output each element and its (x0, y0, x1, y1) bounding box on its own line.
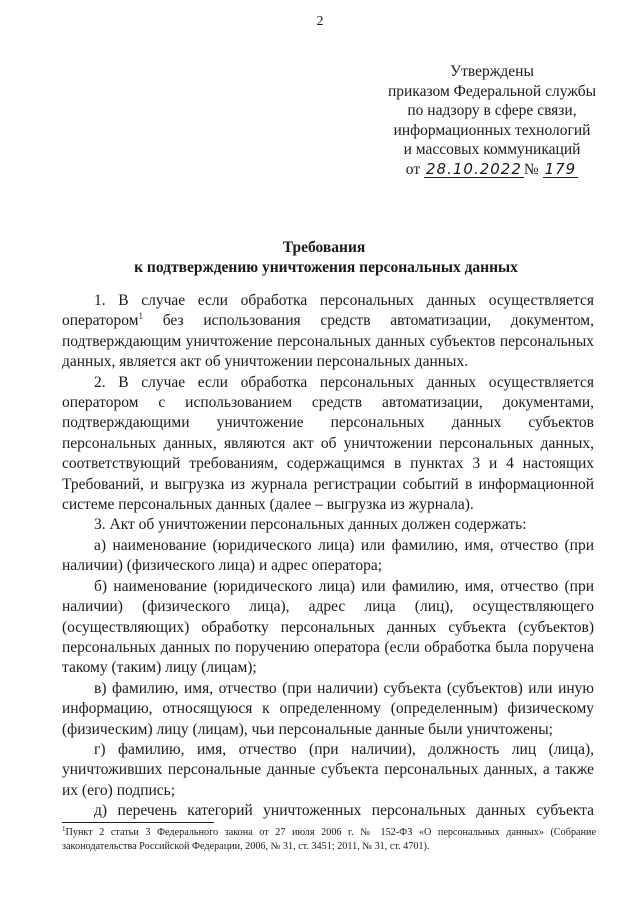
footnote (62, 826, 596, 854)
handwritten-order-number: 179 (544, 159, 577, 178)
approval-line: информационных технологий (393, 121, 591, 139)
approval-line: по надзору в сфере связи, (407, 102, 577, 119)
paragraph-1-text-b: без использования средств автоматизации, документом, подтверждающим уничтожение персональных данных субъектов персональных данных, является акт об уничтожении персональных данных. (62, 312, 594, 371)
paragraph-1 (62, 291, 594, 373)
approval-line: Утверждены (450, 63, 534, 80)
approval-line: приказом Федеральной службы (387, 82, 597, 100)
item-d: д) перечень категорий уничтоженных персональных данных субъекта (94, 802, 594, 820)
title-line-1: Требования (282, 239, 366, 256)
item-a: а) наименование (юридического лица) или фамилию, имя, отчество (при наличии) (физического лица) и адрес оператора; (62, 536, 594, 575)
date-prefix: от (405, 160, 421, 178)
handwritten-date: 28.10.2022 (426, 159, 522, 178)
paragraph-1-text-a: 1. В случае если обработка персональных данных осуществляется оператором (62, 292, 594, 330)
approval-block (372, 62, 612, 179)
item-v: в) фамилию, имя, отчество (при наличии) субъекта (субъектов) или иную информацию, относящуюся к определенному (определенным) физическому (физическим) лицу (лицам), чьи персональные данные были уничтожены; (62, 679, 594, 738)
approval-line: и массовых коммуникаций (403, 141, 581, 158)
item-b: б) наименование (юридического лица) или фамилию, имя, отчество (при наличии) (физического лица), адрес лица (лиц), осуществляющего (осуществляющих) обработку персональных данных субъекта (субъектов) персональных данных по поручению оператора (если обработка была поручена такому (таким) лицу (лицам); (62, 577, 594, 677)
page-number: 2 (316, 14, 324, 29)
document-body (62, 291, 594, 822)
paragraph-3: 3. Акт об уничтожении персональных данных должен содержать: (94, 516, 527, 534)
title-line-2: к подтверждению уничтожения персональных данных (134, 259, 518, 276)
footnote-number: 1 (62, 825, 66, 833)
document-title (0, 238, 640, 278)
approval-date-line (372, 160, 612, 180)
footnote-marker: 1 (138, 311, 143, 322)
paragraph-2: 2. В случае если обработка персональных данных осуществляется оператором с использованием средств автоматизации, документами, подтверждающими уничтожение персональных данных субъектов персональных данных, являются акт об уничтожении персональных данных, соответствующий требованиям, содержащимся в пунктах 3 и 4 настоящих Требований, и выгрузка из журнала регистрации событий в информационной системе персональных данных (далее – выгрузка из журнала). (62, 373, 594, 514)
footnote-divider (62, 822, 214, 823)
number-prefix: № (523, 160, 539, 178)
item-g: г) фамилию, имя, отчество (при наличии), должность лиц (лица), уничтоживших персональные данные субъекта персональных данных, а также их (его) подпись; (62, 740, 594, 799)
footnote-text: Пункт 2 статьи 3 Федерального закона от 27 июля 2006 г. № 152-ФЗ «О персональных данных» (Собрание законодательства Российской Федерации, 2006, № 31, ст. 3451; 2011, № 31, ст. 4701). (62, 827, 596, 852)
